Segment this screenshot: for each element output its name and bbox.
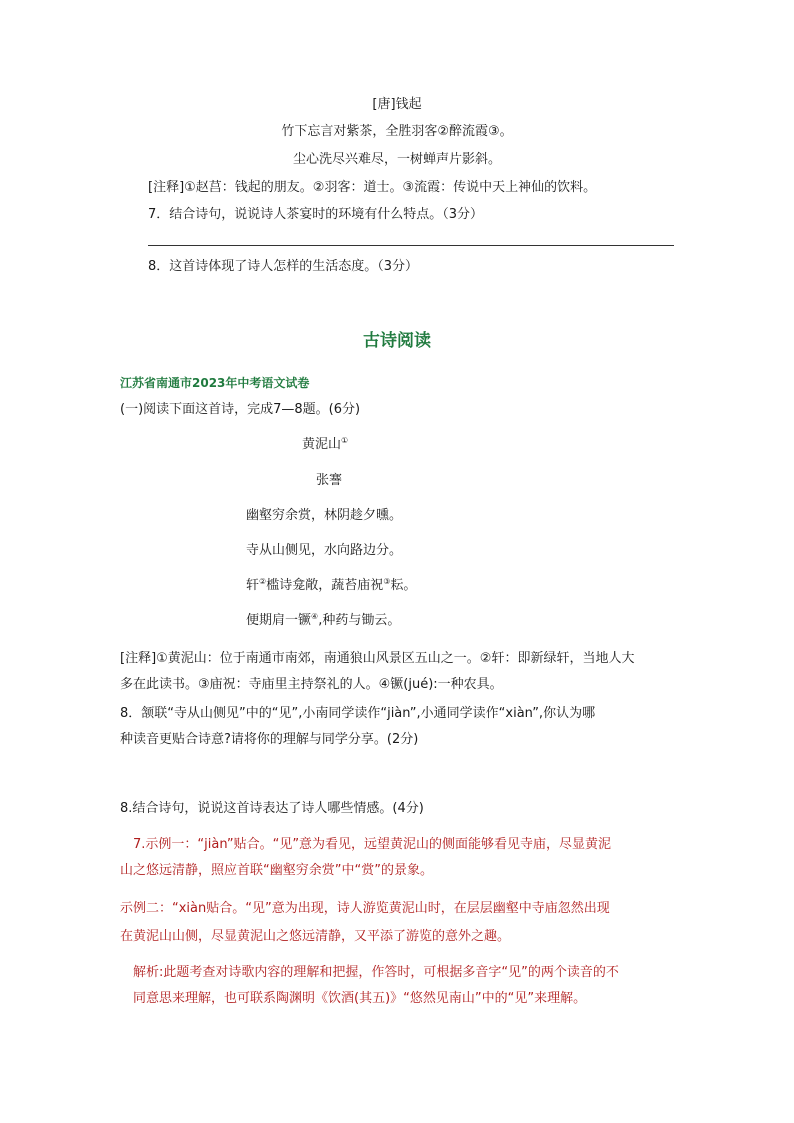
poem2-note-line-2: 多在此读书。③庙祝：寺庙里主持祭礼的人。④镢(jué):一种农具。 [120, 677, 503, 692]
analysis-line-2: 同意思来理解，也可联系陶渊明《饮酒(其五)》“悠然见南山”中的“见”来理解。 [133, 991, 587, 1006]
footnote-mark: ② [259, 577, 267, 586]
section-title: 古诗阅读 [363, 331, 431, 351]
poem1-line-2: 尘心洗尽兴难尽，一树蝉声片影斜。 [292, 152, 501, 167]
poem2-line-3 [246, 577, 416, 595]
poem2-line-4-part-b: ,种药与锄云。 [318, 613, 401, 628]
poem2-author: 张謇 [316, 473, 343, 488]
poem2-line-3-part-a: 轩 [246, 578, 260, 593]
poem1-author: [唐]钱起 [372, 97, 422, 112]
poem2-line-4 [246, 612, 400, 630]
answer-example-2-line-2: 在黄泥山山侧，尽显黄泥山之悠远清静，又平添了游览的意外之趣。 [120, 929, 511, 944]
question-7: 7．结合诗句，说说诗人茶宴时的环境有什么特点。（3分） [148, 207, 484, 222]
poem2-line-3-part-c: 耘。 [390, 578, 417, 593]
answer-line [148, 245, 674, 246]
exam-source: 江苏省南通市2023年中考语文试卷 [120, 376, 310, 390]
question-8-line-1: 8．颔联“寺从山侧见”中的“见”,小南同学读作“jiàn”,小通同学读作“xiàn”,你认为哪 [120, 706, 596, 721]
answer-example-2-line-1: 示例二：“xiàn贴合。“见”意为出现，诗人游览黄泥山时，在层层幽壑中寺庙忽然出现 [120, 901, 610, 916]
poem2-title [302, 436, 348, 454]
question-8-emotion: 8.结合诗句，说说这首诗表达了诗人哪些情感。(4分) [120, 801, 424, 816]
poem2-line-4-part-a: 便期肩一镢 [246, 613, 312, 628]
poem1-line-1: 竹下忘言对紫茶，全胜羽客②醉流霞③。 [281, 124, 513, 139]
analysis-line-1: 解析:此题考查对诗歌内容的理解和把握，作答时，可根据多音字“见”的两个读音的不 [133, 965, 619, 980]
answer-example-1-line-1: 7.示例一：“jiàn”贴合。“见”意为看见，远望黄泥山的侧面能够看见寺庙，尽显黄泥 [133, 837, 612, 852]
poem1-note: [注释]①赵莒：钱起的朋友。②羽客：道士。③流霞：传说中天上神仙的饮料。 [148, 180, 597, 195]
footnote-mark: ③ [383, 577, 391, 586]
reading-intro: (一)阅读下面这首诗，完成7—8题。(6分) [120, 402, 361, 417]
question-8: 8．这首诗体现了诗人怎样的生活态度。（3分） [148, 259, 419, 274]
poem2-title-text: 黄泥山 [302, 437, 342, 452]
answer-example-1-line-2: 山之悠远清静，照应首联“幽壑穷余赏”中“赏”的景象。 [120, 863, 433, 878]
footnote-mark: ④ [311, 612, 319, 621]
poem2-note-line-1: [注释]①黄泥山：位于南通市南郊，南通狼山风景区五山之一。②轩：即新绿轩，当地人大 [120, 651, 635, 666]
poem2-line-3-part-b: 槛诗龛敞，蔬苔庙祝 [266, 578, 384, 593]
question-8-line-2: 种读音更贴合诗意?请将你的理解与同学分享。(2分) [120, 732, 419, 747]
poem2-line-1: 幽壑穷余赏，林阴趁夕曛。 [246, 508, 403, 523]
poem2-line-2: 寺从山侧见，水向路边分。 [246, 543, 403, 558]
footnote-mark: ① [341, 436, 349, 445]
